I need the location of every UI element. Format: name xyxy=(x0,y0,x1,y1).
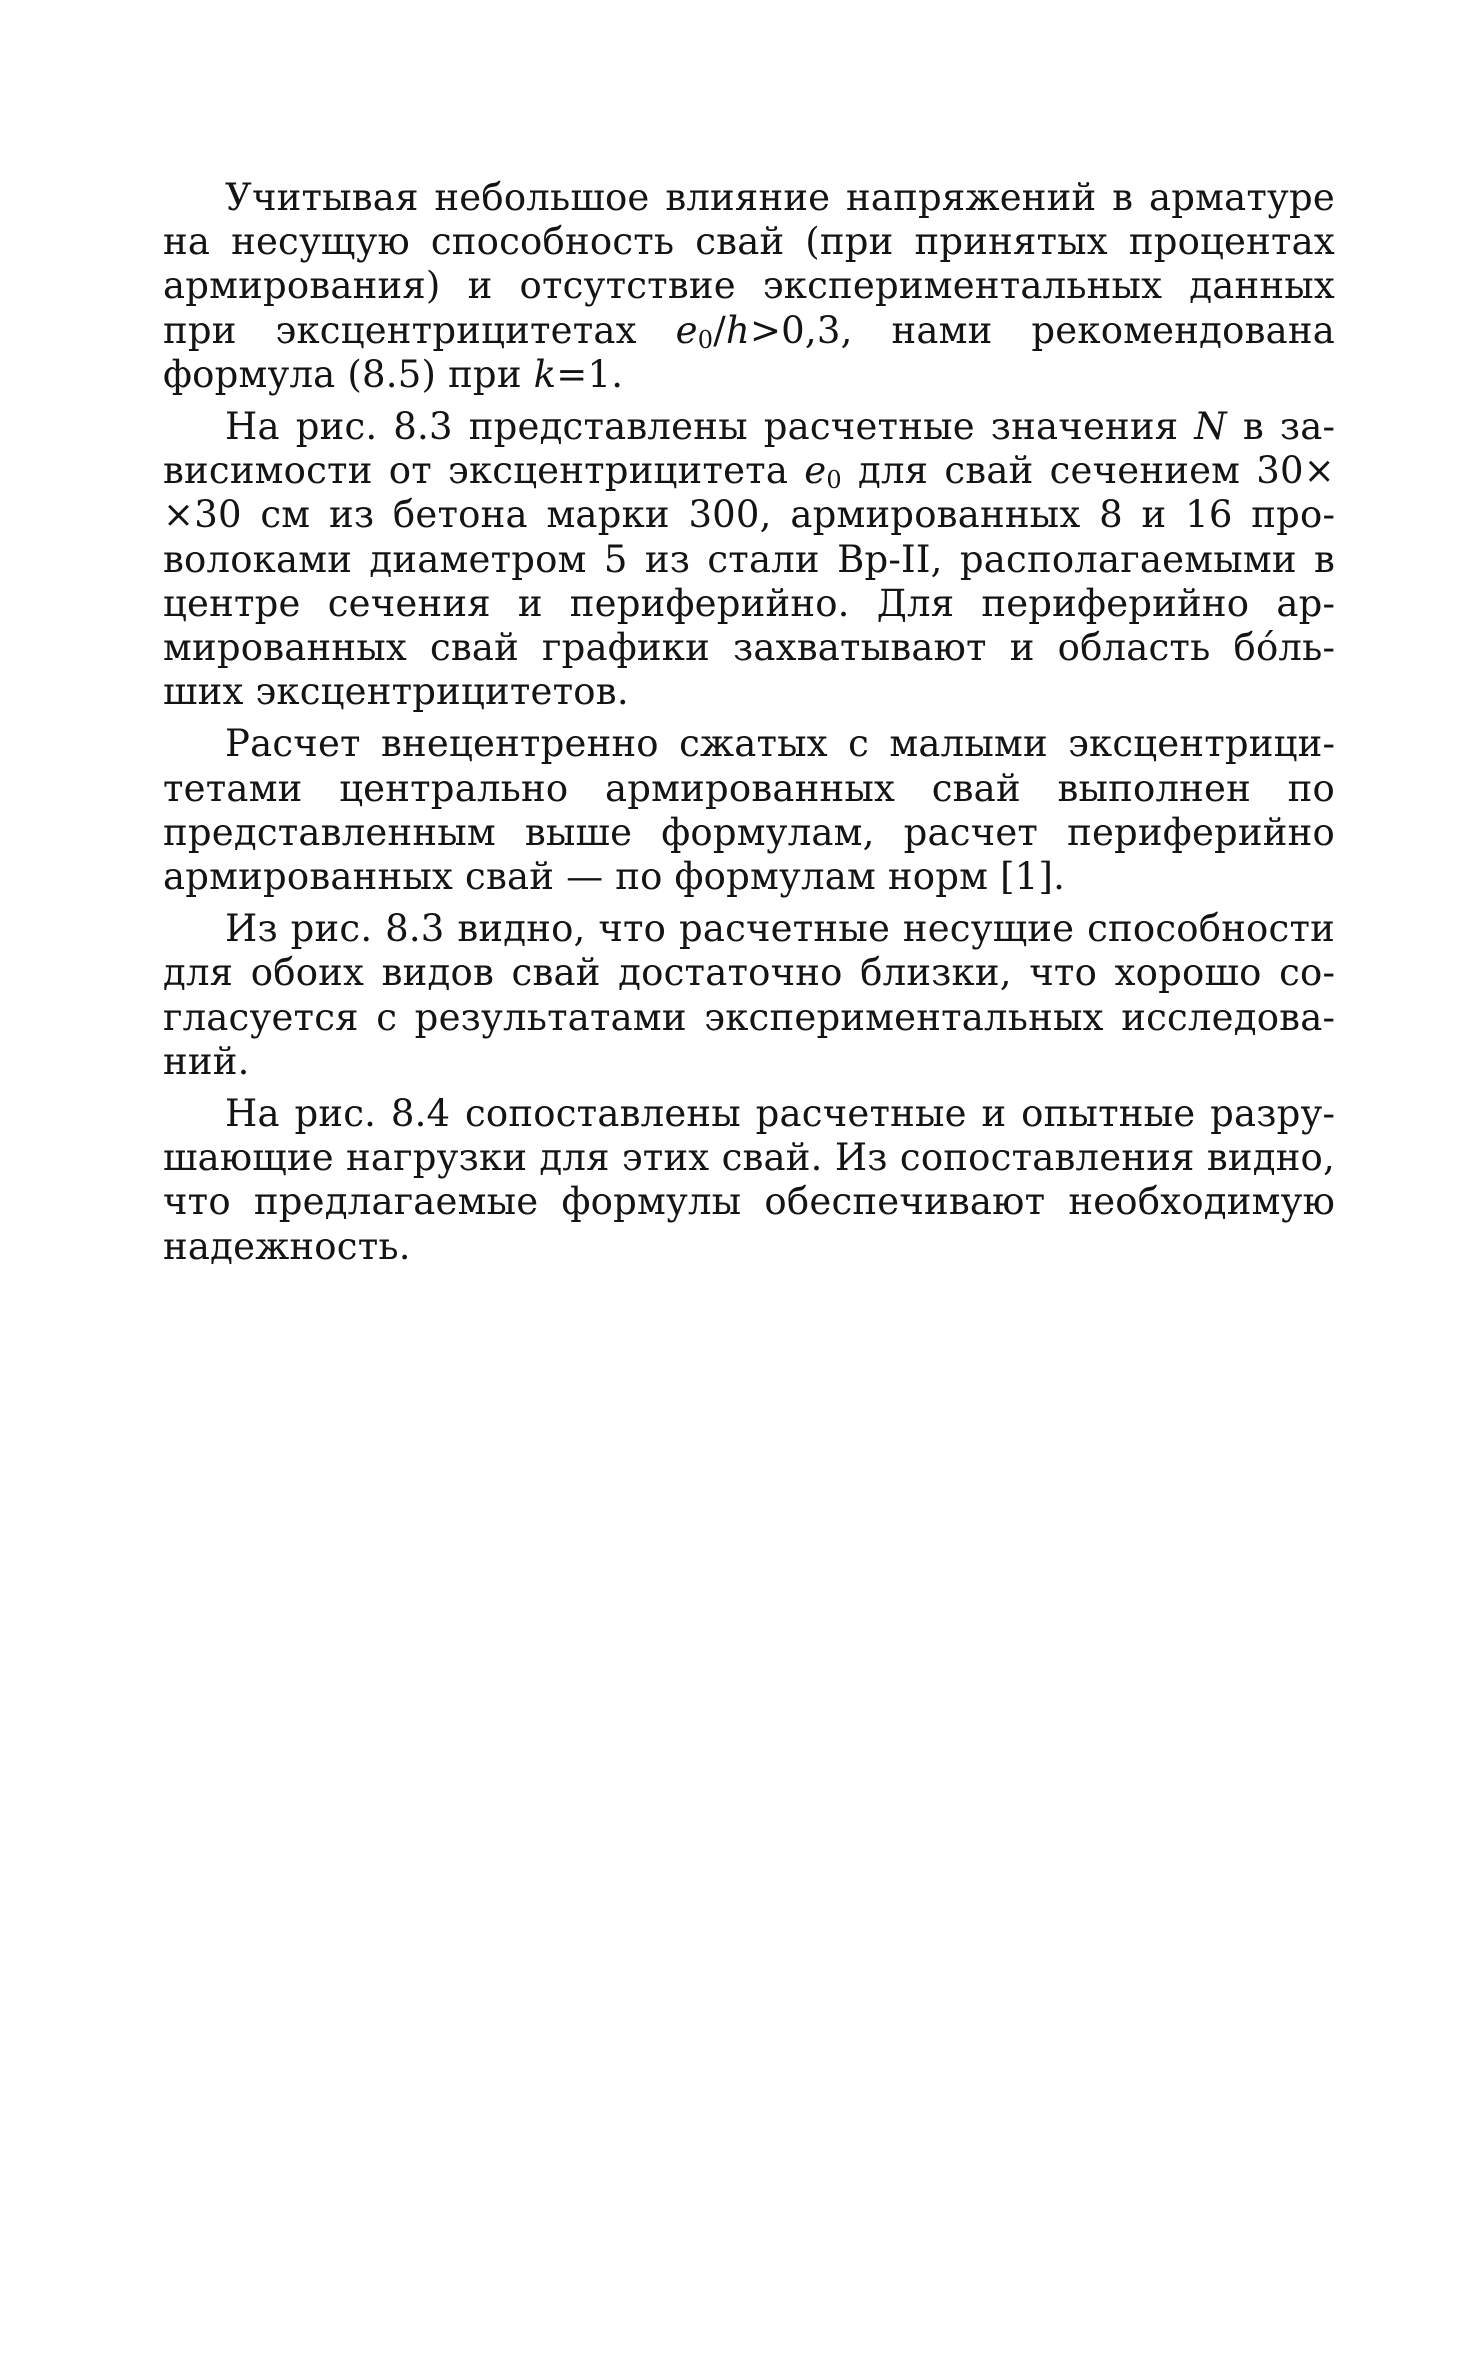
paragraph-1-text-b: >0,3, нами рекомендована формула (8.5) при xyxy=(163,308,1335,396)
coefficient-k-symbol: k xyxy=(533,352,557,396)
paragraph-3: Расчет внецентренно сжатых с малыми эксцентрицитетами центрально армированных свай выполнен по представленным выше формулам, расчет периферийно армированных свай — по формулам норм [1]. xyxy=(163,722,1335,899)
eccentricity-symbol: e xyxy=(675,308,698,352)
paragraph-2-text-a: На рис. 8.3 представлены расчетные значения xyxy=(225,405,1195,449)
eccentricity-symbol-2: e xyxy=(804,449,827,493)
paragraph-1 xyxy=(163,176,1335,397)
paragraph-1-text-a: Учитывая небольшое влияние напряжений в арматуре на несущую способность свай (при принятых процентах армирования) и отсутствие экспериментальных данных при эксцентрицитетах xyxy=(163,176,1335,352)
eccentricity-subscript: 0 xyxy=(697,325,714,354)
paragraph-2 xyxy=(163,405,1335,714)
eccentricity-subscript-2: 0 xyxy=(826,466,842,495)
paragraph-2-text-c: для свай сечением 30× ×30 см из бетона марки 300, армированных 8 и 16 проволоками диаметром 5 из стали Вр-II, располагаемыми в центре сечения и периферийно. Для периферийно армированных свай графики захватывают и область бо́льших эксцентрицитетов. xyxy=(163,449,1335,714)
paragraph-2-text-b: в зависимости от эксцентрицитета xyxy=(163,405,1336,493)
force-n-symbol: N xyxy=(1194,405,1227,449)
paragraph-4: Из рис. 8.3 видно, что расчетные несущие способности для обоих видов свай достаточно близки, что хорошо согласуется с результатами экспериментальных исследований. xyxy=(163,907,1335,1083)
page-body xyxy=(163,176,1335,1277)
section-height-symbol: h xyxy=(725,308,750,352)
fraction-slash: / xyxy=(713,308,726,352)
paragraph-5: На рис. 8.4 сопоставлены расчетные и опытные разрушающие нагрузки для этих свай. Из сопоставления видно, что предлагаемые формулы обеспечивают необходимую надежность. xyxy=(163,1092,1335,1268)
paragraph-1-text-c: =1. xyxy=(556,352,624,396)
